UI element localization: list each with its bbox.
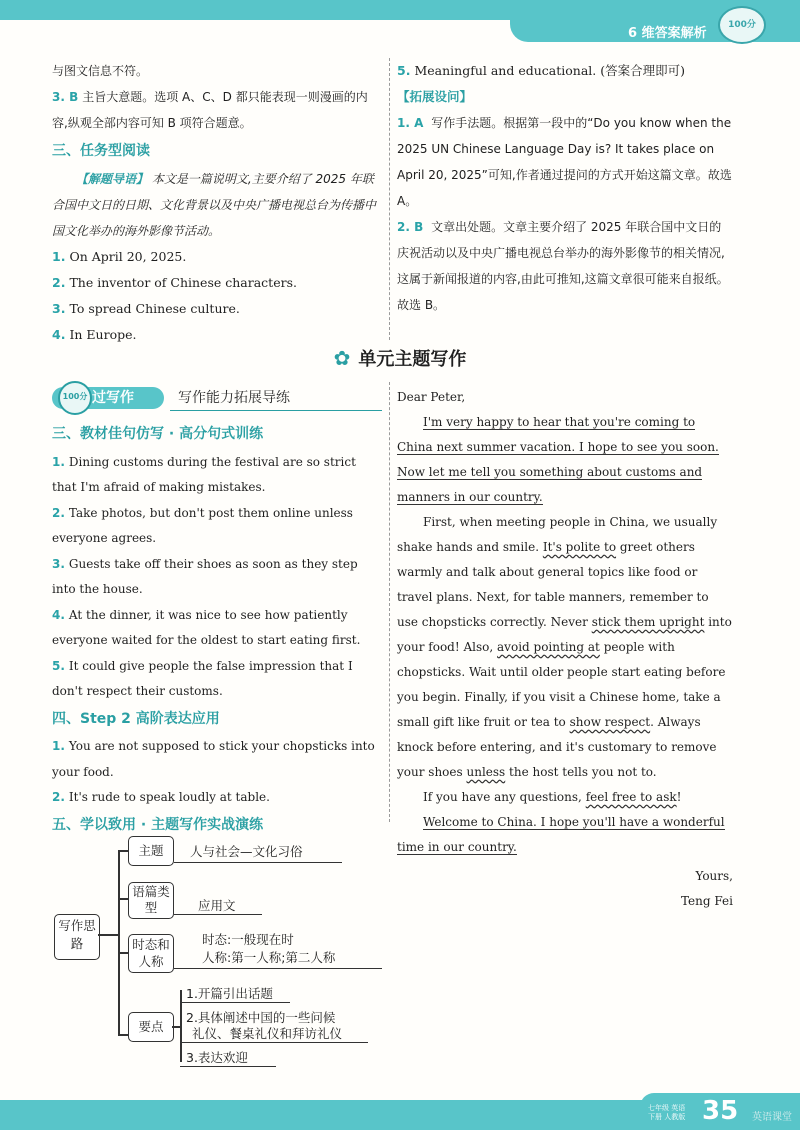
letter-paragraph: First, when meeting people in China, we usually shake hands and smile. It's polite to greet others warmly and talk about general topics like food or travel plans. Next, for table manners, remember to use chopsticks correctly. Never stick them upright into your food! Also, avoid pointing at people with chopsticks. Wait until older people start eating before you begin. Finally, if you visit a Chinese home, take a small gift like fruit or tea to show respect. Always knock before entering, and it's customary to remove your shoes unless the host tells you not to. bbox=[397, 515, 732, 779]
mindmap-point: 2.具体阐述中国的一些问候 bbox=[186, 1010, 336, 1025]
section-heading: 三、任务型阅读 bbox=[52, 143, 150, 159]
sentence-item: 5. It could give people the false impression that I don't respect their customs. bbox=[52, 658, 353, 698]
highlight-phrase: feel free to ask bbox=[585, 790, 677, 804]
answer-item: 4. In Europe. bbox=[52, 327, 137, 342]
sentence-item: 2. It's rude to speak loudly at table. bbox=[52, 790, 270, 804]
star-icon: ✿ bbox=[333, 346, 351, 370]
left-writing-column bbox=[52, 420, 382, 840]
answer-item: 1. A 写作手法题。根据第一段中的“Do you know when the 2025 UN Chinese Language Day is? It takes place on April 20, 2025”可知,作者通过提问的方式开始这篇文章。故选 A。 bbox=[397, 116, 732, 208]
page-number: 35 bbox=[702, 1096, 739, 1126]
column-divider bbox=[389, 58, 390, 340]
book-info: 七年级 英语 下册 人教版 bbox=[648, 1104, 686, 1121]
connector-line bbox=[98, 934, 118, 936]
underline bbox=[180, 1002, 290, 1003]
connector-line bbox=[172, 1026, 180, 1028]
sentence-item: 3. Guests take off their shoes as soon as they step into the house. bbox=[52, 556, 358, 596]
sentence-item: 1. Dining customs during the festival are so strict that I'm afraid of making mistakes. bbox=[52, 454, 356, 494]
guide-paragraph: 【解题导语】 本文是一篇说明文,主要介绍了 2025 年联合国中文日的日期、文化背景以及中央广播电视总台为传播中国文化举办的海外影像节活动。 bbox=[52, 172, 377, 238]
badge-subtitle: 写作能力拓展导练 bbox=[178, 390, 290, 406]
badge-logo-icon: 100分 bbox=[58, 381, 92, 415]
mindmap-node-genre: 语篇类型 bbox=[128, 882, 174, 919]
answer-item: 2. B 文章出处题。文章主要介绍了 2025 年联合国中文日的庆祝活动以及中央广播电视总台举办的海外影像节的相关情况,这属于新闻报道的内容,由此可推知,这篇文章很可能来自报纸。故选 B。 bbox=[397, 220, 729, 312]
mindmap-root: 写作思路 bbox=[54, 914, 100, 960]
letter-paragraph: If you have any questions, feel free to ask! bbox=[423, 790, 682, 804]
model-letter bbox=[397, 385, 733, 914]
connector-line bbox=[118, 952, 128, 954]
mindmap-theme-value: 人与社会—文化习俗 bbox=[190, 844, 303, 859]
section-heading: 三、教材佳句仿写 · 高分句式训练 bbox=[52, 426, 264, 442]
underline bbox=[174, 968, 382, 969]
watermark: 英语课堂 bbox=[752, 1112, 792, 1123]
answer-item: 1. On April 20, 2025. bbox=[52, 249, 187, 264]
underline bbox=[180, 1066, 276, 1067]
mascot-logo: 100分 bbox=[718, 6, 766, 44]
letter-salutation: Dear Peter, bbox=[397, 390, 466, 404]
unit-title: ✿ 单元主题写作 bbox=[333, 346, 467, 370]
right-top-column bbox=[397, 58, 733, 318]
mindmap-point: 3.表达欢迎 bbox=[186, 1050, 248, 1065]
section-heading: 四、Step 2 高阶表达应用 bbox=[52, 710, 220, 727]
connector-line bbox=[118, 850, 120, 1034]
connector-line bbox=[118, 850, 128, 852]
left-top-column bbox=[52, 58, 382, 348]
mind-map bbox=[52, 828, 382, 1078]
mindmap-node-points: 要点 bbox=[128, 1012, 174, 1042]
sentence-item: 4. At the dinner, it was nice to see how patiently everyone waited for the oldest to start eating first. bbox=[52, 607, 361, 647]
mindmap-node-tense: 时态和人称 bbox=[128, 934, 174, 973]
badge-underline bbox=[170, 410, 382, 411]
highlight-phrase: It's polite to bbox=[542, 540, 617, 554]
sentence-item: 1. You are not supposed to stick your chopsticks into your food. bbox=[52, 739, 375, 779]
connector-line bbox=[118, 898, 128, 900]
letter-paragraph: Welcome to China. I hope you'll have a wonderful time in our country. bbox=[397, 815, 725, 854]
answer-item: 5. Meaningful and educational. (答案合理即可) bbox=[397, 63, 685, 78]
extension-tag: 【拓展设问】 bbox=[397, 89, 473, 104]
writing-badge bbox=[52, 385, 382, 411]
answer-item: 3. To spread Chinese culture. bbox=[52, 301, 240, 316]
answer-item: 3. B 主旨大意题。选项 A、C、D 都只能表现一则漫画的内容,纵观全部内容可知 B 项符合题意。 bbox=[52, 90, 368, 130]
mindmap-genre-value: 应用文 bbox=[198, 898, 236, 913]
column-divider bbox=[389, 382, 390, 822]
highlight-phrase: avoid pointing at bbox=[497, 640, 600, 654]
header-title: 6 维答案解析 bbox=[628, 26, 707, 41]
underline bbox=[180, 1042, 368, 1043]
letter-closing: Yours, bbox=[695, 869, 733, 883]
underline bbox=[174, 914, 262, 915]
sentence-item: 2. Take photos, but don't post them online unless everyone agrees. bbox=[52, 505, 353, 545]
mindmap-person-value: 人称:第一人称;第二人称 bbox=[202, 950, 336, 965]
answer-item: 2. The inventor of Chinese characters. bbox=[52, 275, 297, 290]
text-line: 与图文信息不符。 bbox=[52, 64, 149, 78]
connector-line bbox=[180, 990, 182, 1062]
mindmap-tense-value: 时态:一般现在时 bbox=[202, 932, 294, 947]
section-heading: 五、学以致用 · 主题写作实战演练 bbox=[52, 816, 264, 833]
underline bbox=[174, 862, 342, 863]
badge-label: 过写作 bbox=[52, 387, 164, 409]
highlight-phrase: stick them upright bbox=[591, 615, 705, 629]
highlight-phrase: unless bbox=[466, 765, 506, 779]
highlight-phrase: show respect bbox=[569, 715, 651, 729]
connector-line bbox=[118, 1034, 128, 1036]
letter-signature: Teng Fei bbox=[680, 894, 733, 908]
mindmap-node-theme: 主题 bbox=[128, 836, 174, 866]
mindmap-point: 1.开篇引出话题 bbox=[186, 986, 273, 1001]
mindmap-point: 礼仪、餐桌礼仪和拜访礼仪 bbox=[192, 1026, 343, 1041]
letter-paragraph: I'm very happy to hear that you're coming to China next summer vacation. I hope to see you soon. Now let me tell you something about customs and manners in our country. bbox=[397, 415, 719, 504]
